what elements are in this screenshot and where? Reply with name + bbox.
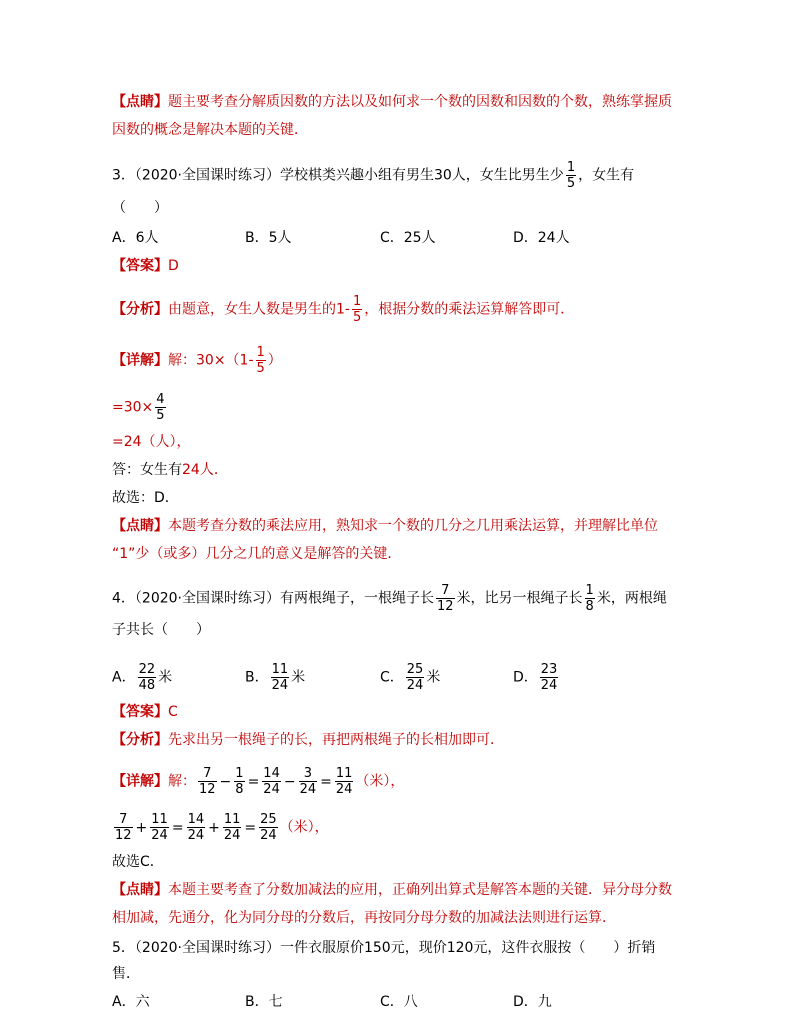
equation-fraction: $\frac{3}{24}$	[299, 766, 317, 797]
q5-option-b[interactable]: B．七	[245, 994, 283, 1010]
equation-fraction: $\frac{14}{24}$	[187, 812, 205, 843]
answer-tag: 【答案】	[112, 704, 168, 720]
q3-option-c[interactable]: C．25人	[380, 230, 436, 246]
analysis-tag: 【分析】	[112, 301, 168, 318]
q3-solve-close: ）	[267, 352, 282, 369]
equation-operator: =	[171, 819, 184, 836]
q3-choose: 故选：D．	[112, 490, 179, 506]
q3-solve-fraction: $\frac{1}{5}$	[256, 345, 265, 376]
q4-option-c[interactable]: C． $\frac{25}{24}$ 米	[380, 662, 441, 693]
q5-stem-line2: 售．	[112, 966, 140, 982]
q3-stem	[112, 160, 634, 191]
q4-option-d[interactable]: D． $\frac{23}{24}$	[513, 662, 558, 693]
prev-dianjing-line2: 因数的概念是解决本题的关键．	[112, 122, 308, 138]
q3-analysis-fraction: $\frac{1}{5}$	[352, 294, 362, 325]
q4-stem-fraction1: $\frac{7}{12}$	[437, 583, 454, 614]
q3-analysis-prefix: 1-	[336, 301, 350, 318]
q3-stem-fraction: $\frac{1}{5}$	[566, 160, 576, 191]
equation-fraction: $\frac{14}{24}$	[263, 766, 280, 797]
q3-solve-l2-expr: =30×	[112, 399, 154, 416]
q4-equation-1	[196, 766, 355, 797]
q4-options	[0, 652, 794, 693]
q4-equation-2	[112, 812, 280, 843]
q4-stem-fraction2: $\frac{1}{8}$	[585, 583, 594, 614]
q3-dianjing-text: 本题考查分数的乘法应用，熟知求一个数的几分之几用乘法运算，并理解比单位	[168, 518, 658, 534]
q3-answer-sentence: 答：女生有	[112, 462, 182, 478]
q3-options	[0, 228, 794, 248]
q4-stem-text: 4．（2020·全国课时练习）有两根绳子，一根绳子长	[112, 590, 434, 607]
q4-solve-line2	[112, 812, 329, 843]
q4-stem-mid: 米，比另一根绳子长	[456, 590, 583, 607]
q3-answer	[112, 256, 179, 276]
q3-option-b[interactable]: B．5人	[245, 230, 292, 246]
equation-fraction: $\frac{1}{8}$	[235, 766, 244, 797]
equation-operator: +	[135, 819, 148, 836]
answer-tag: 【答案】	[112, 258, 168, 274]
q5-option-c[interactable]: C．八	[380, 994, 418, 1010]
q4-solve-label: 解：	[168, 773, 196, 790]
equation-operator: −	[283, 773, 296, 790]
equation-fraction: $\frac{25}{24}$	[260, 812, 277, 843]
q3-answer-value: D	[168, 258, 179, 274]
q3-analysis	[112, 294, 574, 325]
equation-fraction: $\frac{11}{24}$	[223, 812, 241, 843]
q3-answer-sentence-value: 24人．	[182, 462, 228, 478]
equation-fraction: $\frac{11}{24}$	[335, 766, 353, 797]
dianjing-text: 题主要考查分解质因数的方法以及如何求一个数的因数和因数的个数，熟练掌握质	[168, 94, 672, 110]
q4-stem	[112, 583, 667, 614]
q3-dianjing-line1	[112, 516, 658, 536]
q3-stem-text: 3．（2020·全国课时练习）学校棋类兴趣小组有男生30人，女生比男生少	[112, 167, 564, 184]
equation-fraction: $\frac{7}{12}$	[199, 766, 216, 797]
q4-stem-tail: 米，两根绳	[596, 590, 667, 607]
q3-solve-l2-fraction: $\frac{4}{5}$	[156, 392, 165, 423]
equation-operator: −	[219, 773, 232, 790]
equation-fraction: $\frac{11}{24}$	[151, 812, 168, 843]
equation-operator: +	[208, 819, 220, 836]
q3-analysis-text: 由题意，女生人数是男生的	[168, 301, 336, 318]
q3-option-a[interactable]: A．6人	[112, 230, 159, 246]
prev-dianjing-line1	[112, 92, 672, 112]
q3-analysis-tail: ，根据分数的乘法运算解答即可．	[364, 301, 575, 318]
q4-dianjing-line2: 相加减，先通分，化为同分母的分数后，再按同分母分数的加减法法则进行运算．	[112, 910, 616, 926]
q4-choose: 故选C．	[112, 854, 164, 870]
q3-solve-expr: 30×（1-	[196, 352, 254, 369]
equation-operator: =	[320, 773, 332, 790]
q3-solve-line3: =24（人），	[112, 434, 191, 450]
dianjing-tag: 【点睛】	[112, 518, 168, 534]
dianjing-tag: 【点睛】	[112, 94, 168, 110]
solve-tag: 【详解】	[112, 352, 168, 369]
q4-eq2-unit: （米），	[279, 819, 329, 836]
dianjing-tag: 【点睛】	[112, 882, 168, 898]
q5-options	[0, 992, 794, 1012]
equation-fraction: $\frac{7}{12}$	[115, 812, 132, 843]
q4-option-a[interactable]: A． $\frac{22}{48}$ 米	[112, 662, 173, 693]
q3-solve-line2	[112, 392, 168, 423]
q4-answer-value: C	[168, 704, 178, 720]
q4-option-b[interactable]: B． $\frac{11}{24}$ 米	[245, 662, 306, 693]
q5-option-d[interactable]: D．九	[513, 994, 552, 1010]
q5-option-a[interactable]: A．六	[112, 994, 150, 1010]
q3-solve-line1	[112, 345, 282, 376]
q4-dianjing-line1	[112, 880, 672, 900]
q4-solve-line1	[112, 766, 404, 797]
q4-eq1-unit: （米），	[355, 773, 405, 790]
equation-operator: =	[247, 773, 260, 790]
q3-option-d[interactable]: D．24人	[513, 230, 570, 246]
equation-operator: =	[244, 819, 257, 836]
solve-tag: 【详解】	[112, 773, 168, 790]
q3-paren: （ ）	[112, 200, 168, 216]
q3-solve-line4	[112, 460, 228, 480]
q4-analysis	[112, 730, 504, 750]
q5-stem-line1: 5．（2020·全国课时练习）一件衣服原价150元，现价120元，这件衣服按（ ）折销	[112, 940, 656, 956]
q3-stem-tail: ，女生有	[578, 167, 635, 184]
q4-answer	[112, 702, 178, 722]
q4-analysis-text: 先求出另一根绳子的长，再把两根绳子的长相加即可．	[168, 732, 504, 748]
q4-dianjing-text: 本题主要考查了分数加减法的应用，正确列出算式是解答本题的关键．异分母分数	[168, 882, 672, 898]
q3-dianjing-line2: “1”少（或多）几分之几的意义是解答的关键．	[112, 546, 402, 562]
analysis-tag: 【分析】	[112, 732, 168, 748]
q4-stem-line2: 子共长（ ）	[112, 622, 210, 638]
q3-solve-label: 解：	[168, 352, 196, 369]
